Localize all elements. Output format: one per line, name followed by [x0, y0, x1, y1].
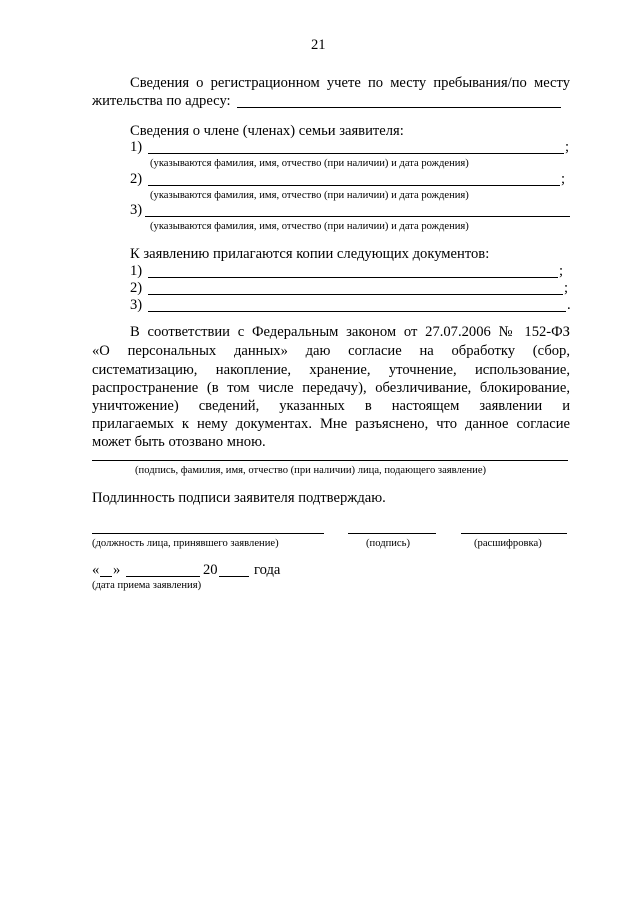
date-suffix: года	[254, 562, 281, 578]
family-item-2-number: 2)	[130, 171, 143, 187]
consent-line-3: систематизацию, накопление, хранение, уточнение, использование,	[92, 362, 570, 378]
documents-item-1-field[interactable]	[148, 277, 558, 278]
consent-line-6: прилагаемых к нему документах. Мне разъяснено, что данное согласие	[92, 416, 570, 432]
date-day-field[interactable]	[100, 576, 112, 577]
official-signature-field[interactable]	[348, 533, 436, 534]
applicant-signature-hint: (подпись, фамилия, имя, отчество (при наличии) лица, подающего заявление)	[135, 465, 487, 476]
family-item-2-end: ;	[561, 171, 566, 187]
family-item-1-hint: (указываются фамилия, имя, отчество (при наличии) и дата рождения)	[150, 158, 469, 169]
family-item-3-field[interactable]	[145, 216, 570, 217]
family-item-2-hint: (указываются фамилия, имя, отчество (при наличии) и дата рождения)	[150, 190, 469, 201]
official-decoding-field[interactable]	[461, 533, 567, 534]
family-item-1-number: 1)	[130, 139, 143, 155]
date-month-field[interactable]	[126, 576, 200, 577]
consent-line-7: может быть отозвано мною.	[92, 434, 266, 450]
documents-heading: К заявлению прилагаются копии следующих документов:	[130, 246, 490, 262]
family-heading: Сведения о члене (членах) семьи заявителя:	[130, 123, 404, 139]
registration-address-label: жительства по адресу:	[92, 93, 231, 109]
documents-item-1-end: ;	[559, 263, 564, 279]
consent-line-5: уничтожение) сведений, указанных в настоящем заявлении и	[92, 398, 570, 414]
consent-line-2: «О персональных данных» даю согласие на обработку (сбор,	[92, 343, 570, 359]
registration-address-field[interactable]	[237, 107, 561, 108]
official-decoding-hint: (расшифровка)	[474, 538, 542, 549]
date-year-field[interactable]	[219, 576, 249, 577]
family-item-3-hint: (указываются фамилия, имя, отчество (при наличии) и дата рождения)	[150, 221, 469, 232]
consent-line-4: распространение (в том числе передачу), обезличивание, блокирование,	[92, 380, 570, 396]
date-hint: (дата приема заявления)	[92, 580, 202, 591]
authenticity-statement: Подлинность подписи заявителя подтверждаю.	[92, 490, 386, 506]
documents-item-2-number: 2)	[130, 280, 143, 296]
documents-item-3-end: .	[567, 297, 571, 313]
applicant-signature-field[interactable]	[92, 460, 568, 461]
official-position-hint: (должность лица, принявшего заявление)	[92, 538, 279, 549]
date-close-quote: »	[113, 562, 121, 578]
documents-item-2-end: ;	[564, 280, 569, 296]
documents-item-3-number: 3)	[130, 297, 143, 313]
official-position-field[interactable]	[92, 533, 324, 534]
registration-line-1: Сведения о регистрационном учете по месту пребывания/по месту	[130, 75, 570, 91]
family-item-3-number: 3)	[130, 202, 143, 218]
consent-line-1: В соответствии с Федеральным законом от 27.07.2006 № 152-ФЗ	[130, 324, 570, 340]
family-item-1-field[interactable]	[148, 153, 564, 154]
family-item-2-field[interactable]	[148, 185, 560, 186]
family-item-1-end: ;	[565, 139, 570, 155]
date-open-quote: «	[92, 562, 100, 578]
documents-item-2-field[interactable]	[148, 294, 563, 295]
official-signature-hint: (подпись)	[366, 538, 410, 549]
page-number: 21	[311, 37, 326, 53]
date-century: 20	[203, 562, 218, 578]
documents-item-3-field[interactable]	[148, 311, 566, 312]
documents-item-1-number: 1)	[130, 263, 143, 279]
